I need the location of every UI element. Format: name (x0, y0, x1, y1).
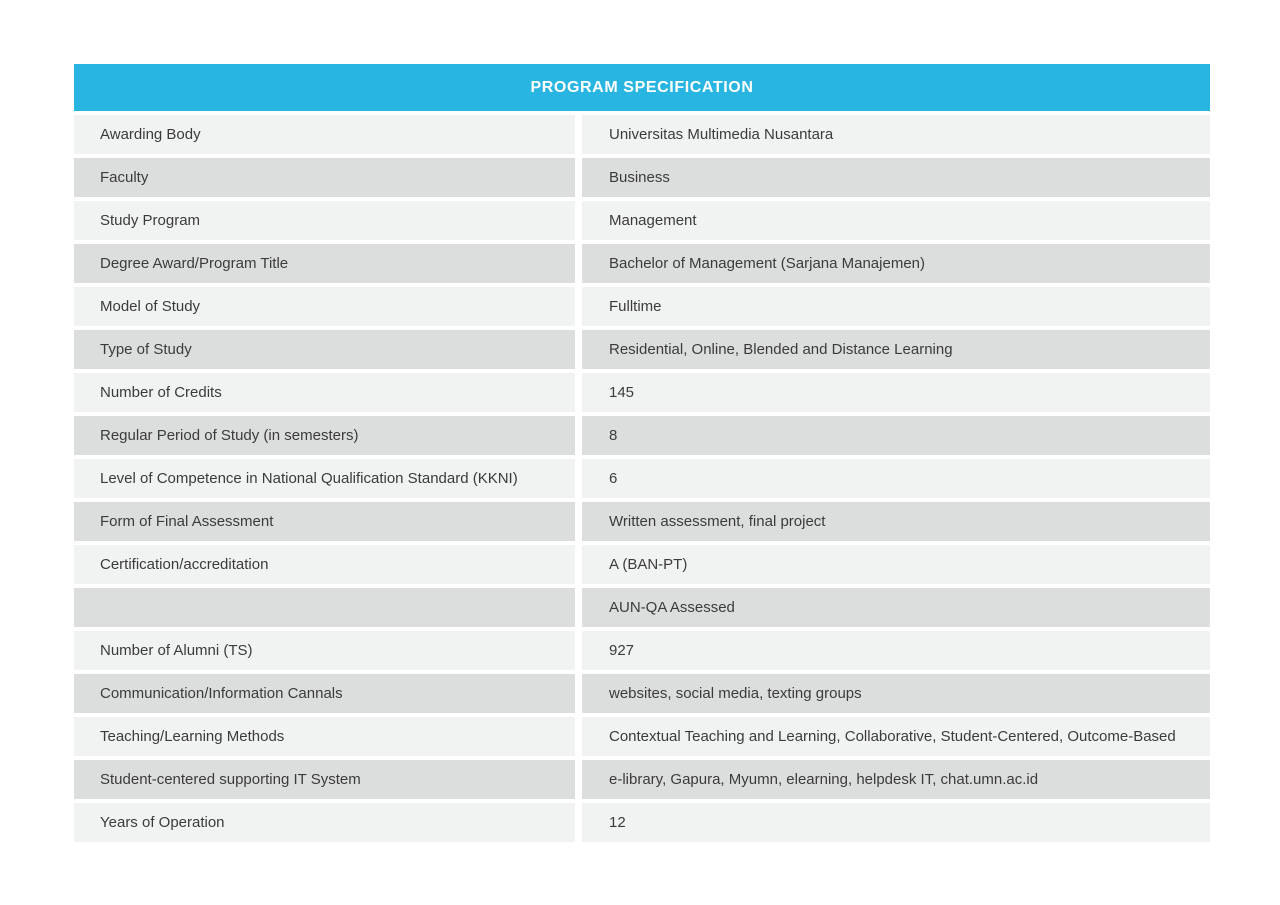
row-label-cell (74, 717, 575, 756)
row-label-cell (74, 588, 575, 627)
column-divider (575, 373, 582, 412)
row-value-cell (582, 588, 1210, 627)
row-value-cell (582, 803, 1210, 842)
row-label-cell (74, 330, 575, 369)
table-row (74, 760, 1210, 799)
row-value: 927 (609, 642, 635, 659)
row-value-cell (582, 717, 1210, 756)
row-value-cell (582, 416, 1210, 455)
row-label: Study Program (100, 212, 201, 229)
row-label: Student-centered supporting IT System (100, 771, 361, 788)
row-label-cell (74, 545, 575, 584)
row-label-cell (74, 674, 575, 713)
row-value: Residential, Online, Blended and Distance Learning (609, 341, 953, 358)
table-row (74, 545, 1210, 584)
row-label: Model of Study (100, 298, 201, 315)
table-row (74, 717, 1210, 756)
row-label: Awarding Body (100, 126, 201, 143)
row-label: Type of Study (100, 341, 192, 358)
row-label: Communication/Information Cannals (100, 685, 343, 702)
table-row (74, 373, 1210, 412)
row-value-cell (582, 115, 1210, 154)
row-label: Teaching/Learning Methods (100, 728, 285, 745)
row-label-cell (74, 373, 575, 412)
row-label: Number of Alumni (TS) (100, 642, 253, 659)
row-value-cell (582, 244, 1210, 283)
row-value: 8 (609, 427, 618, 444)
table-header (74, 64, 1210, 111)
column-divider (575, 674, 582, 713)
row-value-cell (582, 201, 1210, 240)
row-value-cell (582, 502, 1210, 541)
table-title: PROGRAM SPECIFICATION (530, 78, 754, 96)
column-divider (575, 330, 582, 369)
table-row (74, 287, 1210, 326)
row-value: e-library, Gapura, Myumn, elearning, helpdesk IT, chat.umn.ac.id (609, 771, 1039, 788)
table-row (74, 588, 1210, 627)
row-value-cell (582, 631, 1210, 670)
row-value: 145 (609, 384, 635, 401)
row-value-cell (582, 158, 1210, 197)
column-divider (575, 545, 582, 584)
row-label: Form of Final Assessment (100, 513, 274, 530)
program-specification-table (74, 64, 1210, 842)
row-value-cell (582, 459, 1210, 498)
row-label-cell (74, 631, 575, 670)
row-label-cell (74, 201, 575, 240)
table-row (74, 330, 1210, 369)
row-value: Business (609, 169, 670, 186)
column-divider (575, 287, 582, 326)
row-label-cell (74, 287, 575, 326)
column-divider (575, 115, 582, 154)
row-label: Number of Credits (100, 384, 222, 401)
row-label-cell (74, 416, 575, 455)
row-value-cell (582, 287, 1210, 326)
table-row (74, 115, 1210, 154)
row-label: Certification/accreditation (100, 556, 269, 573)
row-value: Contextual Teaching and Learning, Collaborative, Student-Centered, Outcome-Based (609, 728, 1176, 745)
row-value: AUN-QA Assessed (609, 599, 735, 616)
row-value: Universitas Multimedia Nusantara (609, 126, 834, 143)
column-divider (575, 158, 582, 197)
row-value: websites, social media, texting groups (609, 685, 862, 702)
row-label-cell (74, 158, 575, 197)
column-divider (575, 760, 582, 799)
column-divider (575, 717, 582, 756)
table-row (74, 459, 1210, 498)
row-label-cell (74, 244, 575, 283)
row-label-cell (74, 459, 575, 498)
table-row (74, 416, 1210, 455)
row-value: 6 (609, 470, 618, 487)
row-label-cell (74, 760, 575, 799)
row-value-cell (582, 545, 1210, 584)
column-divider (575, 631, 582, 670)
table-row (74, 631, 1210, 670)
column-divider (575, 416, 582, 455)
row-label: Level of Competence in National Qualification Standard (KKNI) (100, 470, 518, 487)
table-body (74, 115, 1210, 842)
row-value-cell (582, 674, 1210, 713)
table-row (74, 201, 1210, 240)
row-value-cell (582, 760, 1210, 799)
column-divider (575, 803, 582, 842)
row-value: Management (609, 212, 697, 229)
row-label-cell (74, 115, 575, 154)
column-divider (575, 244, 582, 283)
row-label: Faculty (100, 169, 149, 186)
row-label: Years of Operation (100, 814, 225, 831)
row-label: Degree Award/Program Title (100, 255, 289, 272)
row-value-cell (582, 373, 1210, 412)
row-value: Bachelor of Management (Sarjana Manajemen) (609, 255, 926, 272)
row-value: A (BAN-PT) (609, 556, 688, 573)
row-label-cell (74, 502, 575, 541)
column-divider (575, 502, 582, 541)
row-value: Written assessment, final project (609, 513, 826, 530)
table-row (74, 244, 1210, 283)
table-row (74, 803, 1210, 842)
row-value: Fulltime (609, 298, 662, 315)
column-divider (575, 588, 582, 627)
column-divider (575, 201, 582, 240)
table-row (74, 502, 1210, 541)
table-row (74, 158, 1210, 197)
row-value-cell (582, 330, 1210, 369)
column-divider (575, 459, 582, 498)
row-label-cell (74, 803, 575, 842)
row-value: 12 (609, 814, 626, 831)
table-row (74, 674, 1210, 713)
row-label: Regular Period of Study (in semesters) (100, 427, 359, 444)
